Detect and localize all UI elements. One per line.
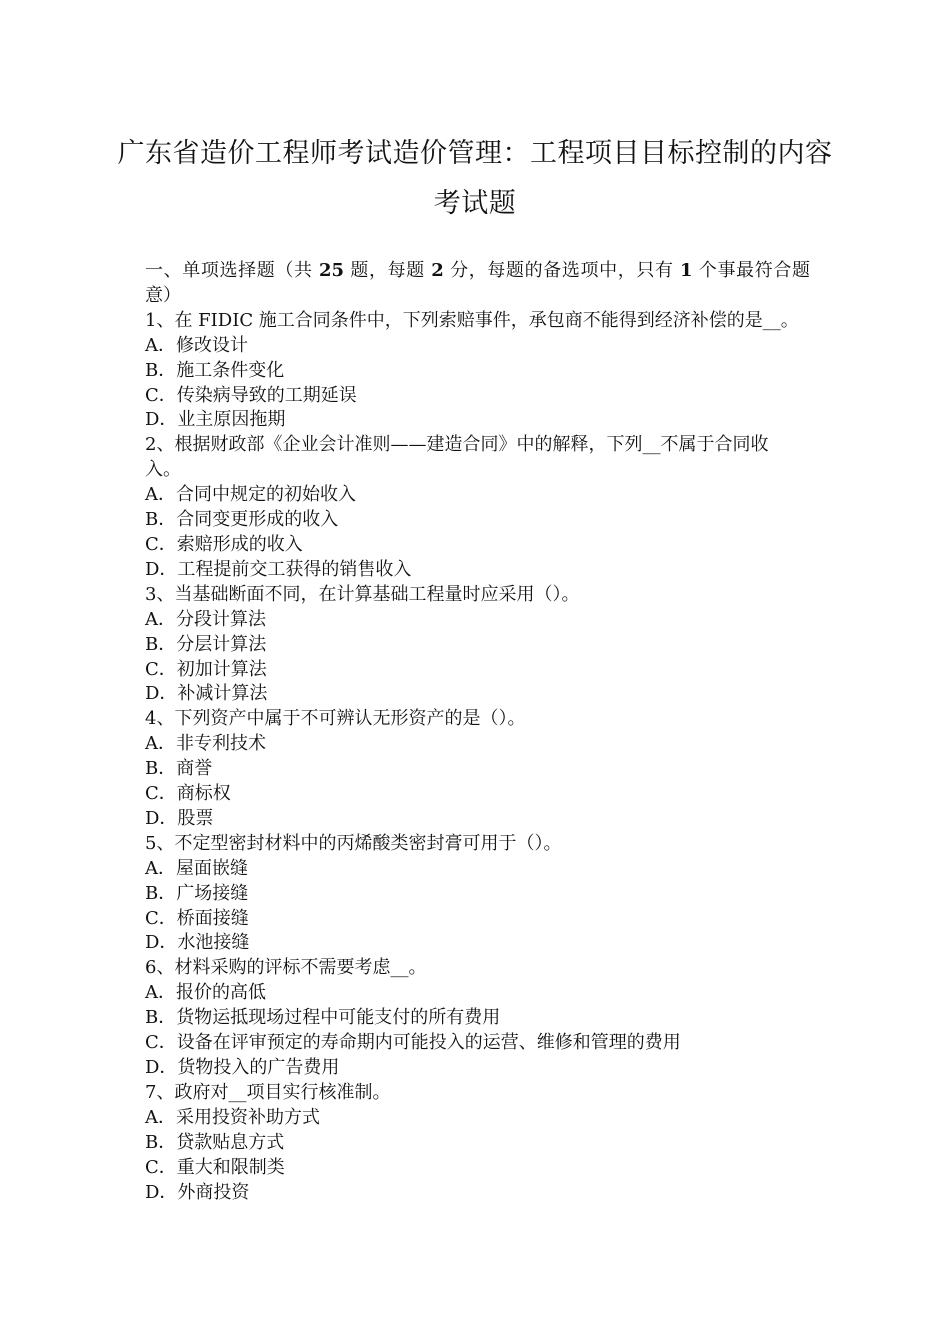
question-list	[145, 259, 810, 1205]
question-4	[145, 707, 810, 832]
question-5	[145, 832, 810, 957]
document-title-line1: 广东省造价工程师考试造价管理：工程项目目标控制的内容	[117, 138, 833, 169]
question-stem: 4、下列资产中属于不可辨认无形资产的是（）。	[145, 708, 526, 730]
question-7	[145, 1081, 810, 1206]
points-per-question: 2	[431, 260, 444, 281]
answer-option: B．施工条件变化	[145, 359, 285, 381]
question-stem: 2、根据财政部《企业会计准则——建造合同》中的解释，下列__不属于合同收	[145, 434, 769, 456]
answer-option: A．采用投资补助方式	[145, 1106, 320, 1128]
question-2	[145, 433, 810, 582]
answer-option: C．初加计算法	[145, 658, 267, 680]
answer-option: B．商誉	[145, 758, 213, 780]
question-stem: 7、政府对__项目实行核准制。	[145, 1081, 391, 1103]
question-count: 25	[318, 260, 345, 281]
answer-option: C．商标权	[145, 783, 231, 805]
answer-option: B．广场接缝	[145, 882, 249, 904]
section-intro: 一、单项选择题（共 25 题，每题 2 分，每题的备选项中，只有 1 个事最符合题意）	[145, 260, 810, 306]
answer-option: D．股票	[145, 807, 214, 829]
question-stem: 5、不定型密封材料中的丙烯酸类密封膏可用于（）。	[145, 832, 562, 854]
answer-option: D．补减计算法	[145, 683, 268, 705]
answer-option: A．非专利技术	[145, 733, 266, 755]
answer-option: D．工程提前交工获得的销售收入	[145, 558, 412, 580]
question-stem: 1、在 FIDIC 施工合同条件中，下列索赔事件，承包商不能得到经济补偿的是__。	[145, 309, 799, 331]
answer-option: B．分层计算法	[145, 633, 267, 655]
answer-option: D．外商投资	[145, 1181, 250, 1203]
question-6	[145, 956, 810, 1081]
answer-option: C．传染病导致的工期延误	[145, 384, 357, 406]
answer-option: C．重大和限制类	[145, 1156, 285, 1178]
question-stem: 6、材料采购的评标不需要考虑__。	[145, 957, 427, 979]
answer-option: B．货物运抵现场过程中可能支付的所有费用	[145, 1007, 501, 1029]
answer-option: D．货物投入的广告费用	[145, 1057, 340, 1078]
answer-option: A．修改设计	[145, 334, 248, 356]
answer-option: B．贷款贴息方式	[145, 1131, 285, 1153]
question-stem: 3、当基础断面不同，在计算基础工程量时应采用（）。	[145, 583, 580, 605]
answer-option: D．业主原因拖期	[145, 409, 286, 431]
answer-option: C．设备在评审预定的寿命期内可能投入的运营、维修和管理的费用	[145, 1032, 681, 1054]
document-title-line2: 考试题	[433, 188, 517, 219]
answer-option: B．合同变更形成的收入	[145, 509, 339, 531]
answer-option: A．屋面嵌缝	[145, 857, 248, 879]
question-3	[145, 583, 810, 708]
question-stem: 入。	[145, 459, 181, 481]
questions-container	[145, 309, 810, 1206]
correct-option-count: 1	[679, 260, 693, 281]
answer-option: D．水池接缝	[145, 932, 250, 954]
question-1	[145, 309, 810, 434]
answer-option: C．索赔形成的收入	[145, 533, 303, 555]
answer-option: A．合同中规定的初始收入	[145, 484, 356, 506]
answer-option: A．报价的高低	[145, 982, 266, 1004]
answer-option: C．桥面接缝	[145, 907, 249, 929]
answer-option: A．分段计算法	[145, 608, 266, 630]
